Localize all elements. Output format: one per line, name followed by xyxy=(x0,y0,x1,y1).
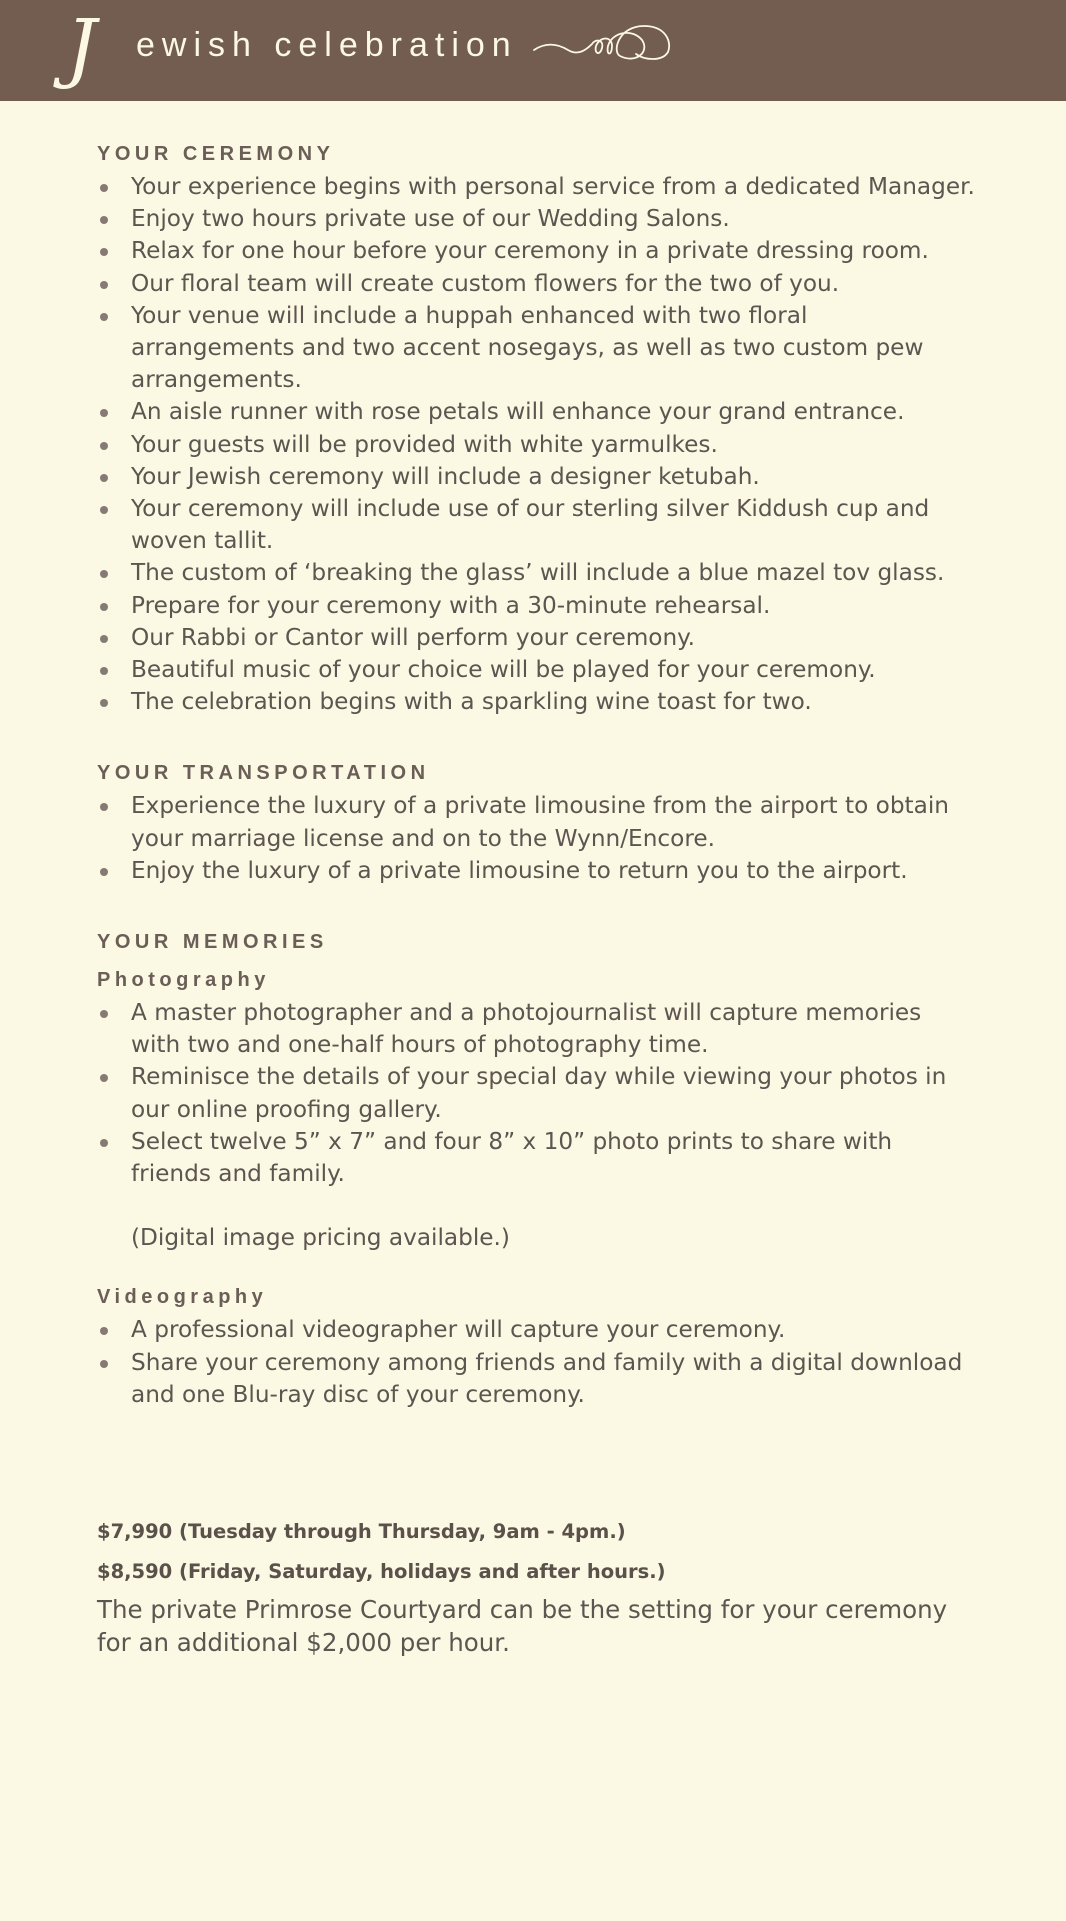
list-item: An aisle runner with rose petals will enhance your grand entrance. xyxy=(97,396,977,428)
subtitle-videography: Videography xyxy=(97,1286,268,1309)
list-item: Relax for one hour before your ceremony in a private dressing room. xyxy=(97,235,977,267)
header-band xyxy=(0,0,1066,101)
price-weekday: $7,990 (Tuesday through Thursday, 9am - 4pm.) xyxy=(97,1520,626,1544)
flourish-icon xyxy=(532,20,680,70)
section-title-memories: YOUR MEMORIES xyxy=(97,931,328,954)
list-item: The custom of ‘breaking the glass’ will include a blue mazel tov glass. xyxy=(97,557,977,589)
section-title-ceremony: YOUR CEREMONY xyxy=(97,143,335,165)
list-item: Your experience begins with personal service from a dedicated Manager. xyxy=(97,171,977,203)
digital-pricing-note: (Digital image pricing available.) xyxy=(131,1224,510,1252)
list-item: The celebration begins with a sparkling wine toast for two. xyxy=(97,686,977,718)
list-item: Our floral team will create custom flowers for the two of you. xyxy=(97,268,977,300)
content xyxy=(97,137,977,1659)
price-weekend: $8,590 (Friday, Saturday, holidays and after hours.) xyxy=(97,1560,666,1584)
list-item: Enjoy two hours private use of our Wedding Salons. xyxy=(97,203,977,235)
list-item: A master photographer and a photojournalist will capture memories with two and one-half hours of photography time. xyxy=(97,997,977,1061)
list-item: Reminisce the details of your special day while viewing your photos in our online proofing gallery. xyxy=(97,1061,977,1125)
videography-list xyxy=(97,1314,977,1411)
transportation-list xyxy=(97,790,977,887)
header-title: ewish celebration xyxy=(136,26,518,64)
subtitle-photography: Photography xyxy=(97,969,270,992)
list-item: Your guests will be provided with white yarmulkes. xyxy=(97,429,977,461)
list-item: Your Jewish ceremony will include a designer ketubah. xyxy=(97,461,977,493)
list-item: Share your ceremony among friends and family with a digital download and one Blu-ray disc of your ceremony. xyxy=(97,1347,977,1411)
photography-list xyxy=(97,997,977,1190)
list-item: A professional videographer will capture your ceremony. xyxy=(97,1314,977,1346)
list-item: Beautiful music of your choice will be played for your ceremony. xyxy=(97,654,977,686)
list-item: Our Rabbi or Cantor will perform your ceremony. xyxy=(97,622,977,654)
list-item: Experience the luxury of a private limousine from the airport to obtain your marriage license and on to the Wynn/Encore. xyxy=(97,790,977,854)
list-item: Your ceremony will include use of our sterling silver Kiddush cup and woven tallit. xyxy=(97,493,977,557)
list-item: Your venue will include a huppah enhanced with two floral arrangements and two accent nosegays, as well as two custom pew arrangements. xyxy=(97,300,977,397)
courtyard-note: The private Primrose Courtyard can be the setting for your ceremony for an additional $2,000 per hour. xyxy=(97,1595,948,1658)
list-item: Enjoy the luxury of a private limousine to return you to the airport. xyxy=(97,855,977,887)
section-title-transportation: YOUR TRANSPORTATION xyxy=(97,762,430,785)
header-title-initial: J xyxy=(66,2,97,91)
list-item: Prepare for your ceremony with a 30-minute rehearsal. xyxy=(97,590,977,622)
ceremony-list xyxy=(97,171,977,718)
list-item: Select twelve 5” x 7” and four 8” x 10” photo prints to share with friends and family. xyxy=(97,1126,977,1190)
